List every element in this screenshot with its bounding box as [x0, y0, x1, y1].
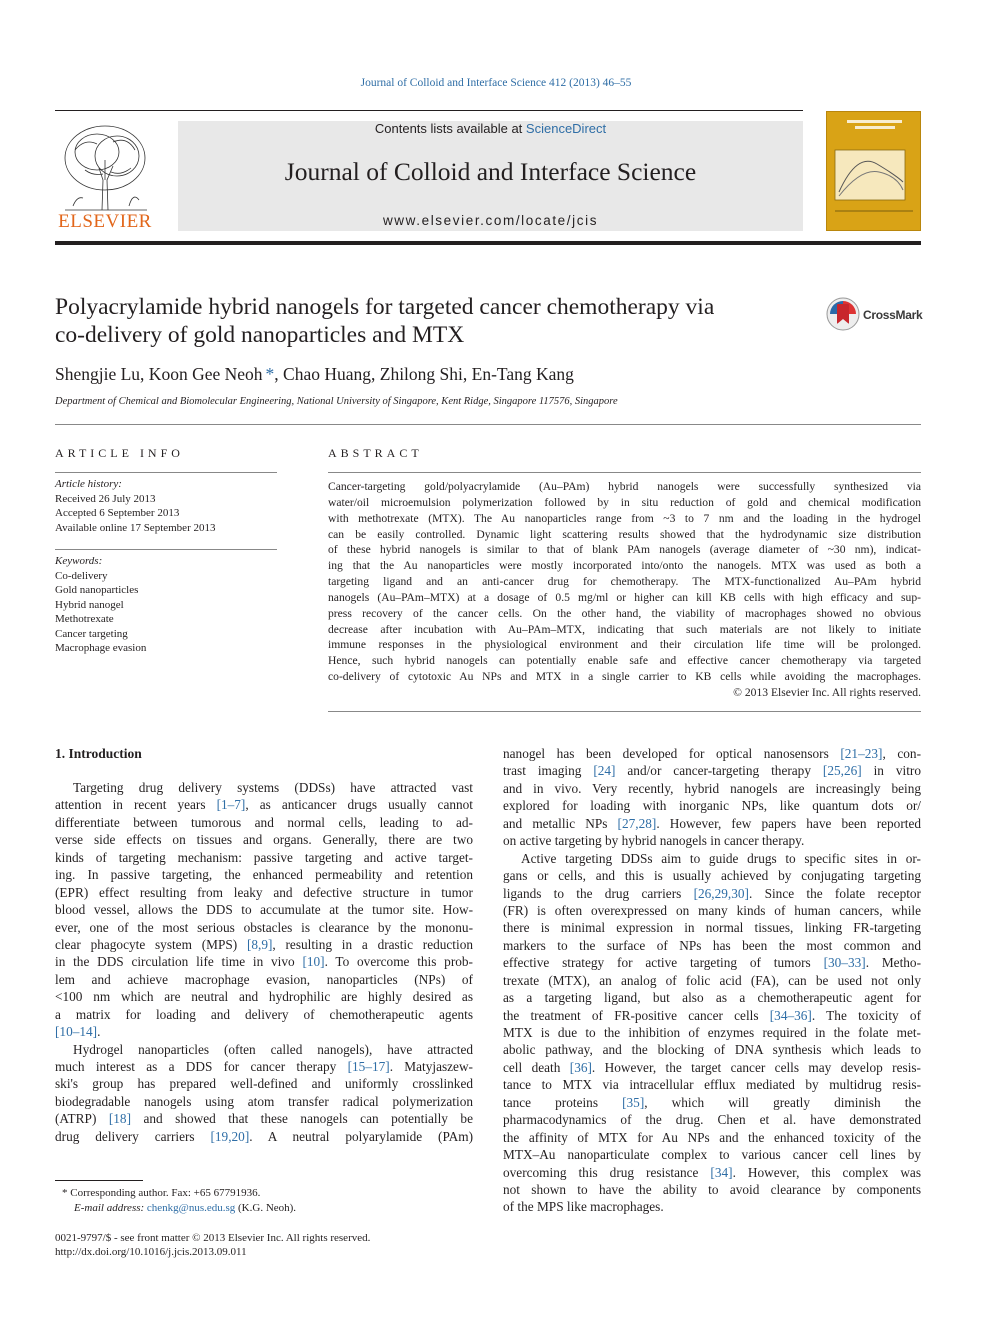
citation-link[interactable]: [1–7]	[216, 797, 246, 813]
section-heading-introduction: 1. Introduction	[55, 746, 142, 761]
body-right-column	[503, 745, 921, 1216]
article-history-label: Article history:	[55, 478, 122, 490]
corresponding-author-note: * Corresponding author. Fax: +65 67791936.	[62, 1187, 261, 1199]
corresponding-author-marker[interactable]: *	[265, 364, 275, 384]
body-text-line: of the MPS like macrophages.	[503, 1199, 664, 1215]
article-history	[55, 477, 277, 535]
email-link[interactable]: chenkg@nus.edu.sg	[146, 1202, 236, 1214]
body-text-line: blood vessel, allows the DDS to accumulate at the tumor site. How-	[55, 902, 473, 918]
body-text-line: (EPR) effect resulting from leaky and defective structure in tumor	[55, 884, 473, 900]
email-note	[74, 1201, 296, 1216]
body-text-line: as a targeting ligand, but also as a chemotherapeutic agent for	[503, 990, 921, 1006]
contents-prefix: Contents lists available at	[374, 121, 523, 136]
abstract-body	[328, 479, 921, 701]
body-text-line: overcoming this drug resistance [34]. However, this complex was	[503, 1164, 921, 1180]
elsevier-logo[interactable]	[55, 120, 155, 233]
body-text-line: verse side effects on tissues and organs. Generally, there are two	[55, 832, 473, 848]
elsevier-wordmark: ELSEVIER	[58, 211, 152, 232]
keyword-item: Methotrexate	[55, 613, 114, 625]
body-text-line: (FR) is often overexpressed on many kinds of human cancers, while	[503, 902, 921, 918]
article-title-line-2: co-delivery of gold nanoparticles and MTX	[55, 322, 465, 348]
body-text-line: differentiate between tumorous and normal cells, leading to ad-	[55, 814, 473, 830]
keyword-item: Hybrid nanogel	[55, 598, 124, 611]
abstract-line: with methotrexate (MTX). The Au nanoparticles range from ~3 to 7 nm and the loading in the hydrogel	[328, 511, 921, 525]
body-text-line: on active targeting by hybrid nanogels in cancer therapy.	[503, 833, 805, 849]
body-text-line: Hydrogel nanoparticles (often called nanogels), have attracted	[73, 1041, 473, 1057]
article-title	[55, 293, 815, 349]
history-received: Received 26 July 2013	[55, 492, 156, 505]
citation-link[interactable]: [26,29,30]	[693, 885, 749, 901]
footnote-rule	[55, 1180, 143, 1181]
keyword-item: Macrophage evasion	[55, 642, 147, 654]
abstract-line: decrease after incubation with Au–PAm–MTX, indicating that such materials are not likely to initiate	[328, 622, 921, 636]
article-info-rule	[55, 472, 277, 473]
abstract-heading: ABSTRACT	[328, 446, 423, 460]
body-text-line: the treatment of FR-positive cancer cells [34–36]. The toxicity of	[503, 1007, 921, 1023]
body-text-line: tance to MTX via intracellular efflux mediated by multidrug resis-	[503, 1077, 921, 1093]
body-text-line: Targeting drug delivery systems (DDSs) have attracted vast	[73, 780, 473, 795]
citation-link[interactable]: [10–14]	[55, 1024, 98, 1040]
body-text-line: ligands to the drug carriers [26,29,30]. Since the folate receptor	[503, 885, 921, 901]
abstract-line: press recovery of the cancer cells. On the other hand, the viability of macrophages showed no obvious	[328, 606, 921, 620]
body-text-line: Active targeting DDSs aim to guide drugs to specific sites in or-	[521, 850, 921, 866]
body-text-line: trast imaging [24] and/or cancer-targeting therapy [25,26] in vitro	[503, 763, 921, 779]
header-thick-rule	[55, 241, 921, 245]
elsevier-tree-icon	[55, 120, 155, 212]
body-text-line: clear phagocyte system (MPS) [8,9], resulting in a drastic reduction	[55, 936, 473, 952]
body-text-line: MTX–Au nanoparticulate complex to various cancer cell lines by	[503, 1147, 921, 1163]
body-text-line: nanogel has been developed for optical nanosensors [21–23], con-	[503, 746, 922, 761]
sciencedirect-link[interactable]: ScienceDirect	[525, 121, 607, 136]
body-text-line: explored for loading with inorganic NPs, like quantum dots or/	[503, 798, 921, 814]
citation-link[interactable]: [19,20]	[210, 1128, 250, 1144]
issn-line: 0021-9797/$ - see front matter © 2013 Elsevier Inc. All rights reserved.	[55, 1232, 371, 1244]
citation-link[interactable]: [30–33]	[823, 955, 866, 971]
keyword-item: Gold nanoparticles	[55, 584, 139, 596]
citation-link[interactable]: [25,26]	[822, 763, 862, 779]
body-text-line: drug delivery carriers [19,20]. A neutral polyarylamide (PAm)	[55, 1128, 473, 1144]
abstract-line: nanogels (Au–PAm–MTX) at a dosage of 0.5 mg/ml or higher can kill KB cells with high efficacy and sup-	[328, 590, 921, 604]
journal-cover-image[interactable]	[826, 111, 921, 231]
body-text-line: (ATRP) [18] and showed that these nanogels can potentially be	[55, 1111, 473, 1127]
history-accepted: Accepted 6 September 2013	[55, 507, 180, 519]
abstract-line: water/oil microemulsion polymerization followed by in situ reduction of gold and chemical modification	[328, 495, 921, 509]
body-text-line: gans or cells, and this is usually achieved by conjugating targeting	[503, 868, 921, 884]
abstract-line: ing that the Au nanoparticles were mostly incorporated into/onto the nanogels. MTX was used as both a	[328, 559, 921, 573]
body-text-line: in the DDS circulation life time in vivo [10]. To overcome this prob-	[55, 954, 473, 970]
journal-banner	[178, 121, 803, 231]
body-text-line: there is minimal expression in normal tissues, linking FR-targeting	[503, 920, 921, 936]
abstract-bottom-rule	[328, 711, 921, 712]
body-text-line: ing. In passive targeting, the enhanced permeability and retention	[55, 867, 473, 883]
citation-link[interactable]: [15–17]	[347, 1059, 390, 1074]
journal-title: Journal of Colloid and Interface Science	[284, 157, 697, 186]
body-text-line: and metallic NPs [27,28]. However, few papers have been reported	[503, 815, 921, 831]
citation-link[interactable]: [27,28]	[617, 815, 657, 831]
body-text-line: markers to the surface of NPs has been the most common and	[503, 937, 921, 953]
body-text-line: abolic pathway, and the blocking of DNA synthesis which leads to	[503, 1042, 921, 1058]
citation-link[interactable]: [36]	[569, 1059, 592, 1075]
doi-link[interactable]: http://dx.doi.org/10.1016/j.jcis.2013.09.011	[55, 1246, 247, 1258]
citation-link[interactable]: [21–23]	[840, 746, 883, 761]
history-online: Available online 17 September 2013	[55, 521, 216, 534]
body-text-line: MTX is due to the inhibition of enzymes required in the folate met-	[503, 1025, 921, 1040]
body-text-line: <100 nm which are neutral and hydrophilic are highly desired as	[55, 989, 473, 1005]
body-text-line: pharmacodynamics of the drug. Chen et al. have demonstrated	[503, 1112, 921, 1128]
keyword-item: Co-delivery	[55, 569, 108, 582]
abstract-line: immune responses in the physiological environment and their circulation life time will be prolonged.	[328, 638, 921, 652]
body-text-line: cell death [36]. However, the target cancer cells may develop resis-	[503, 1059, 921, 1075]
citation-link[interactable]: [8,9]	[246, 936, 273, 952]
journal-reference-link[interactable]: Journal of Colloid and Interface Science 412 (2013) 46–55	[360, 77, 632, 89]
body-text-line: tance proteins [35], which will greatly diminish the	[503, 1094, 921, 1110]
citation-link[interactable]: [34–36]	[769, 1007, 812, 1023]
body-text-line: a matrix for loading and delivery of chemotherapeutic agents	[55, 1006, 473, 1022]
abstract-line: of these hybrid nanogels is similar to that of blank PAm nanogels (average diameter of ~30 nm), indicat-	[328, 543, 921, 557]
authors-part-2: , Chao Huang, Zhilong Shi, En-Tang Kang	[274, 364, 574, 384]
body-left-column	[55, 779, 473, 1145]
crossmark-badge[interactable]	[826, 297, 926, 333]
citation-link[interactable]: [10]	[302, 954, 325, 970]
body-text-line: the affinity of MTX for Au NPs and the enhanced toxicity of the	[503, 1129, 921, 1145]
crossmark-icon	[826, 297, 860, 331]
title-block-rule	[55, 424, 921, 425]
keywords-rule	[55, 549, 277, 550]
contents-line	[178, 121, 803, 136]
citation-link[interactable]: [18]	[108, 1111, 131, 1127]
body-text-line: lem and achieve macrophage evasion, nanoparticles (NPs) of	[55, 971, 473, 987]
cover-graphic	[827, 112, 920, 230]
abstract-line: co-delivery of cytotoxic Au NPs and MTX in a single carrier to KB cells while avoiding the macrophages.	[328, 670, 921, 684]
email-label: E-mail address:	[74, 1202, 145, 1214]
abstract-line: Hence, such hybrid nanogels can potentially enable safe and effective cancer chemotherapy via targeted	[328, 654, 921, 668]
body-text-line: [10–14].	[55, 1024, 101, 1040]
journal-homepage-link[interactable]: www.elsevier.com/locate/jcis	[382, 213, 599, 228]
article-info-heading: ARTICLE INFO	[55, 446, 184, 460]
body-text-line: attention in recent years [1–7], as anticancer drugs usually cannot	[55, 797, 473, 813]
citation-link[interactable]: [24]	[593, 763, 616, 779]
body-text-line: and in vivo. Very recently, hybrid nanogels are increasingly being	[503, 780, 921, 796]
citation-link[interactable]: [34]	[710, 1164, 733, 1180]
abstract-line: can be easily controlled. Dynamic light scattering results showed that the hydrodynamic size distribution	[328, 527, 921, 541]
keywords-block	[55, 554, 277, 656]
abstract-top-rule	[328, 472, 921, 473]
crossmark-label: CrossMark	[863, 308, 923, 322]
body-text-line: ever, one of the most serious obstacles is clearance by the mononu-	[55, 919, 473, 935]
email-suffix: (K.G. Neoh).	[238, 1202, 297, 1214]
body-text-line: ski's group has prepared well-defined and uniformly crosslinked	[55, 1076, 473, 1092]
article-title-line-1: Polyacrylamide hybrid nanogels for targeted cancer chemotherapy via	[55, 294, 715, 320]
body-text-line: kinds of targeting mechanism: passive targeting and active target-	[55, 849, 473, 865]
abstract-copyright: © 2013 Elsevier Inc. All rights reserved.	[733, 685, 921, 699]
abstract-line: targeting ligand and an anti-cancer drug for chemotherapy. The MTX-functionalized Au–PAm hybrid	[328, 575, 921, 589]
body-text-line: not shown to have the ability to avoid clearance by components	[503, 1181, 921, 1197]
header-rule	[55, 110, 803, 111]
body-text-line: biodegradable nanogels using atom transfer radical polymerization	[55, 1093, 473, 1109]
body-text-line: much interest as a DDS for cancer therapy [15–17]. Matyjaszew-	[55, 1059, 473, 1074]
citation-link[interactable]: [35]	[622, 1094, 645, 1110]
body-text-line: trexate (MTX), an analog of folic acid (FA), can be used not only	[503, 972, 921, 988]
author-list	[55, 364, 574, 385]
keyword-item: Cancer targeting	[55, 627, 128, 640]
abstract-line: Cancer-targeting gold/polyacrylamide (Au–PAm) hybrid nanogels were successfully synthesized via	[328, 480, 921, 493]
keywords-label: Keywords:	[55, 555, 103, 567]
body-text-line: effective strategy for active targeting of tumors [30–33]. Metho-	[503, 955, 922, 971]
affiliation: Department of Chemical and Biomolecular Engineering, National University of Singapore, Kent Ridge, Singapore 117576, Singapore	[55, 396, 618, 407]
authors-part-1: Shengjie Lu, Koon Gee Neoh	[55, 364, 263, 384]
